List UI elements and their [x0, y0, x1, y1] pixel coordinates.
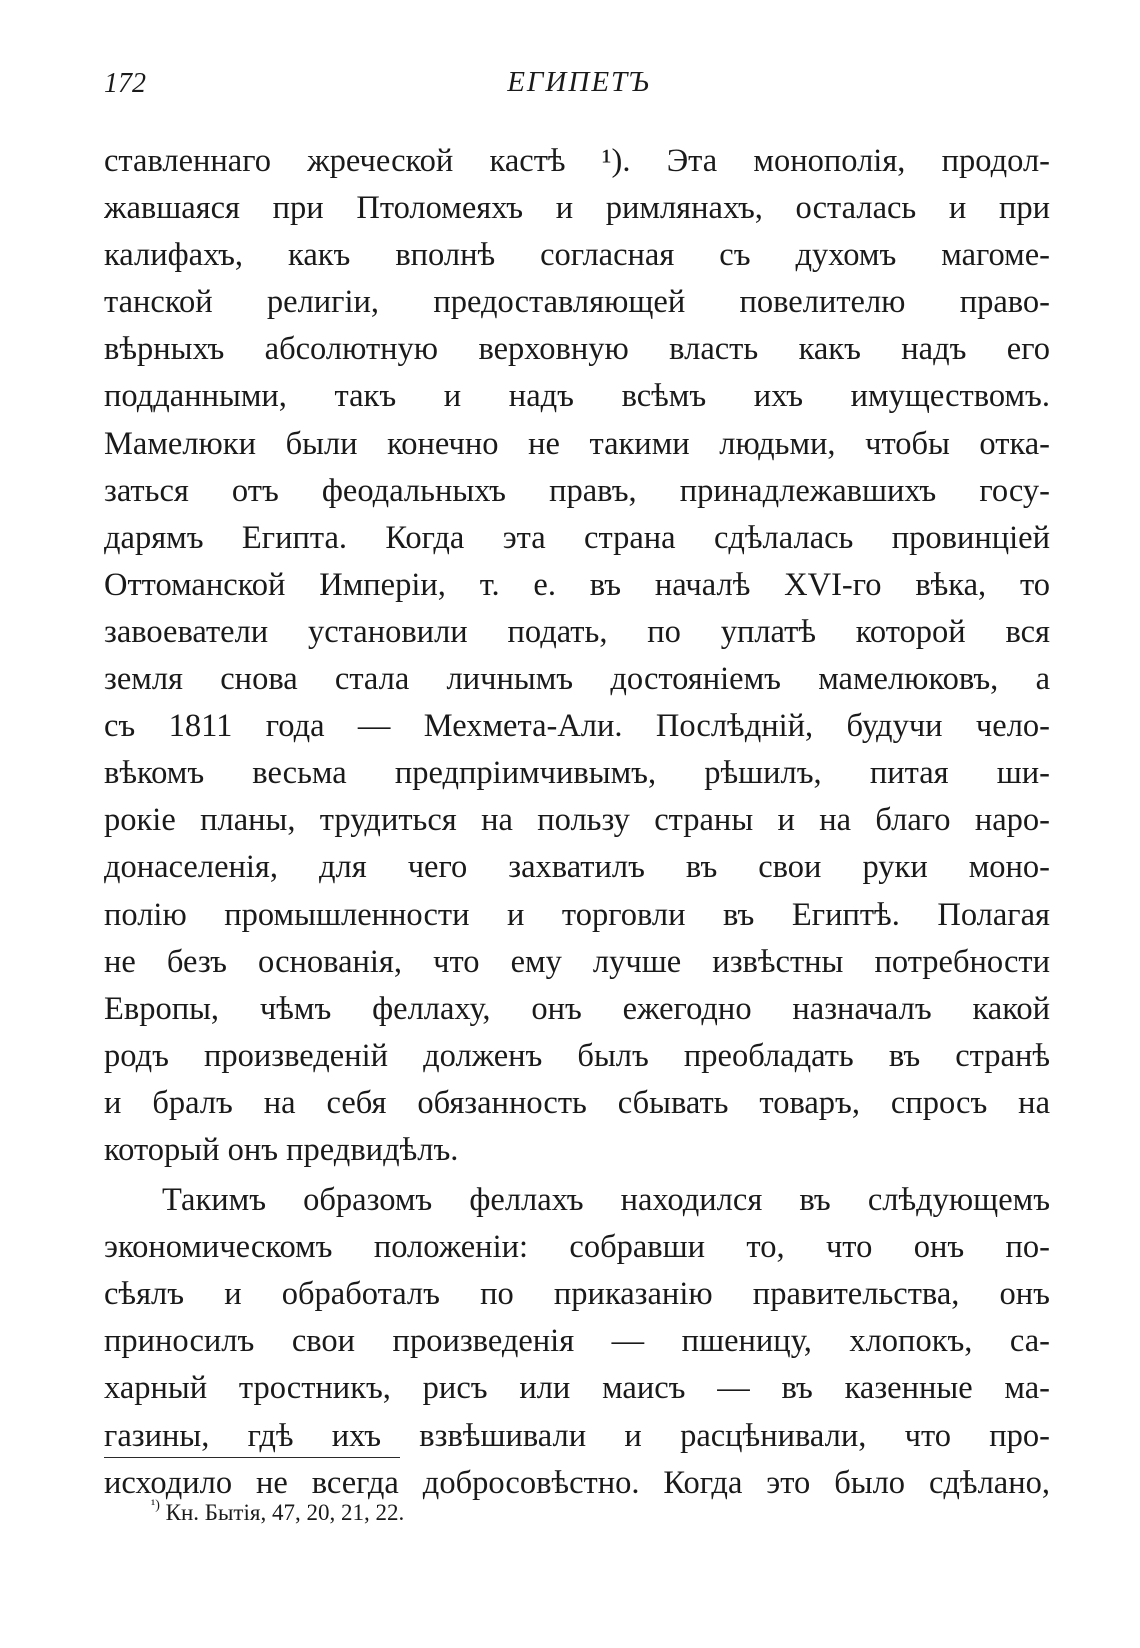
text-line: харный тростникъ, рисъ или маисъ — въ казенные ма-: [104, 1370, 1050, 1407]
text-line: родъ произведеній долженъ былъ преобладать въ странѣ: [104, 1037, 1050, 1074]
text-line: Европы, чѣмъ феллаху, онъ ежегодно назначалъ какой: [104, 990, 1050, 1027]
page-header: [104, 62, 1054, 102]
text-line: танской религіи, предоставляющей повелителю право-: [104, 284, 1050, 321]
text-line: заться отъ феодальныхъ правъ, принадлежавшихъ госу-: [104, 472, 1050, 509]
text-line: газины, гдѣ ихъ взвѣшивали и расцѣнивали, что про-: [104, 1417, 1050, 1454]
text-line: ставленнаго жреческой кастѣ ¹). Эта монополія, продол-: [104, 143, 1050, 179]
text-line: Такимъ образомъ феллахъ находился въ слѣдующемъ: [162, 1182, 1050, 1219]
text-line: рокіе планы, трудиться на пользу страны и на благо наро-: [104, 802, 1050, 839]
body-text: [104, 138, 1050, 1507]
text-line: вѣрныхъ абсолютную верховную власть какъ надъ его: [104, 331, 1050, 368]
footnote-divider: [104, 1457, 400, 1458]
text-line: экономическомъ положеніи: собравши то, что онъ по-: [104, 1229, 1050, 1266]
text-line: дарямъ Египта. Когда эта страна сдѣлалась провинціей: [104, 519, 1050, 556]
page-number: 172: [104, 68, 146, 99]
text-line: который онъ предвидѣлъ.: [104, 1131, 459, 1168]
text-line: подданными, такъ и надъ всѣмъ ихъ имуществомъ.: [104, 378, 1050, 415]
text-line: приносилъ свои произведенія — пшеницу, хлопокъ, са-: [104, 1323, 1050, 1360]
text-line: съ 1811 года — Мехмета-Али. Послѣдній, будучи чело-: [104, 708, 1050, 745]
running-title: ЕГИПЕТЪ: [507, 66, 651, 98]
text-line: не безъ основанія, что ему лучше извѣстны потребности: [104, 943, 1050, 980]
text-line: жавшаяся при Птоломеяхъ и римлянахъ, осталась и при: [104, 190, 1050, 227]
text-line: завоеватели установили подать, по уплатѣ которой вся: [104, 613, 1050, 650]
footnote-text: Кн. Бытія, 47, 20, 21, 22.: [165, 1500, 405, 1525]
text-line: вѣкомъ весьма предпріимчивымъ, рѣшилъ, питая ши-: [104, 755, 1050, 792]
text-line: полію промышленности и торговли въ Египтѣ. Полагая: [104, 896, 1050, 933]
text-line: сѣялъ и обработалъ по приказанію правительства, онъ: [104, 1276, 1050, 1313]
text-line: Оттоманской Имперіи, т. е. въ началѣ XVI-го вѣка, то: [104, 566, 1050, 603]
text-line: исходило не всегда добросовѣстно. Когда это было сдѣлано,: [104, 1464, 1050, 1501]
footnote: [151, 1500, 404, 1526]
text-line: и бралъ на себя обязанность сбывать товаръ, спросъ на: [104, 1084, 1050, 1121]
text-line: Мамелюки были конечно не такими людьми, чтобы отка-: [104, 425, 1050, 462]
text-line: донаселенія, для чего захватилъ въ свои руки моно-: [104, 849, 1050, 886]
text-line: калифахъ, какъ вполнѣ согласная съ духомъ магоме-: [104, 237, 1050, 274]
footnote-marker: ¹): [151, 1498, 160, 1513]
text-line: земля снова стала личнымъ достояніемъ мамелюковъ, а: [104, 661, 1050, 698]
